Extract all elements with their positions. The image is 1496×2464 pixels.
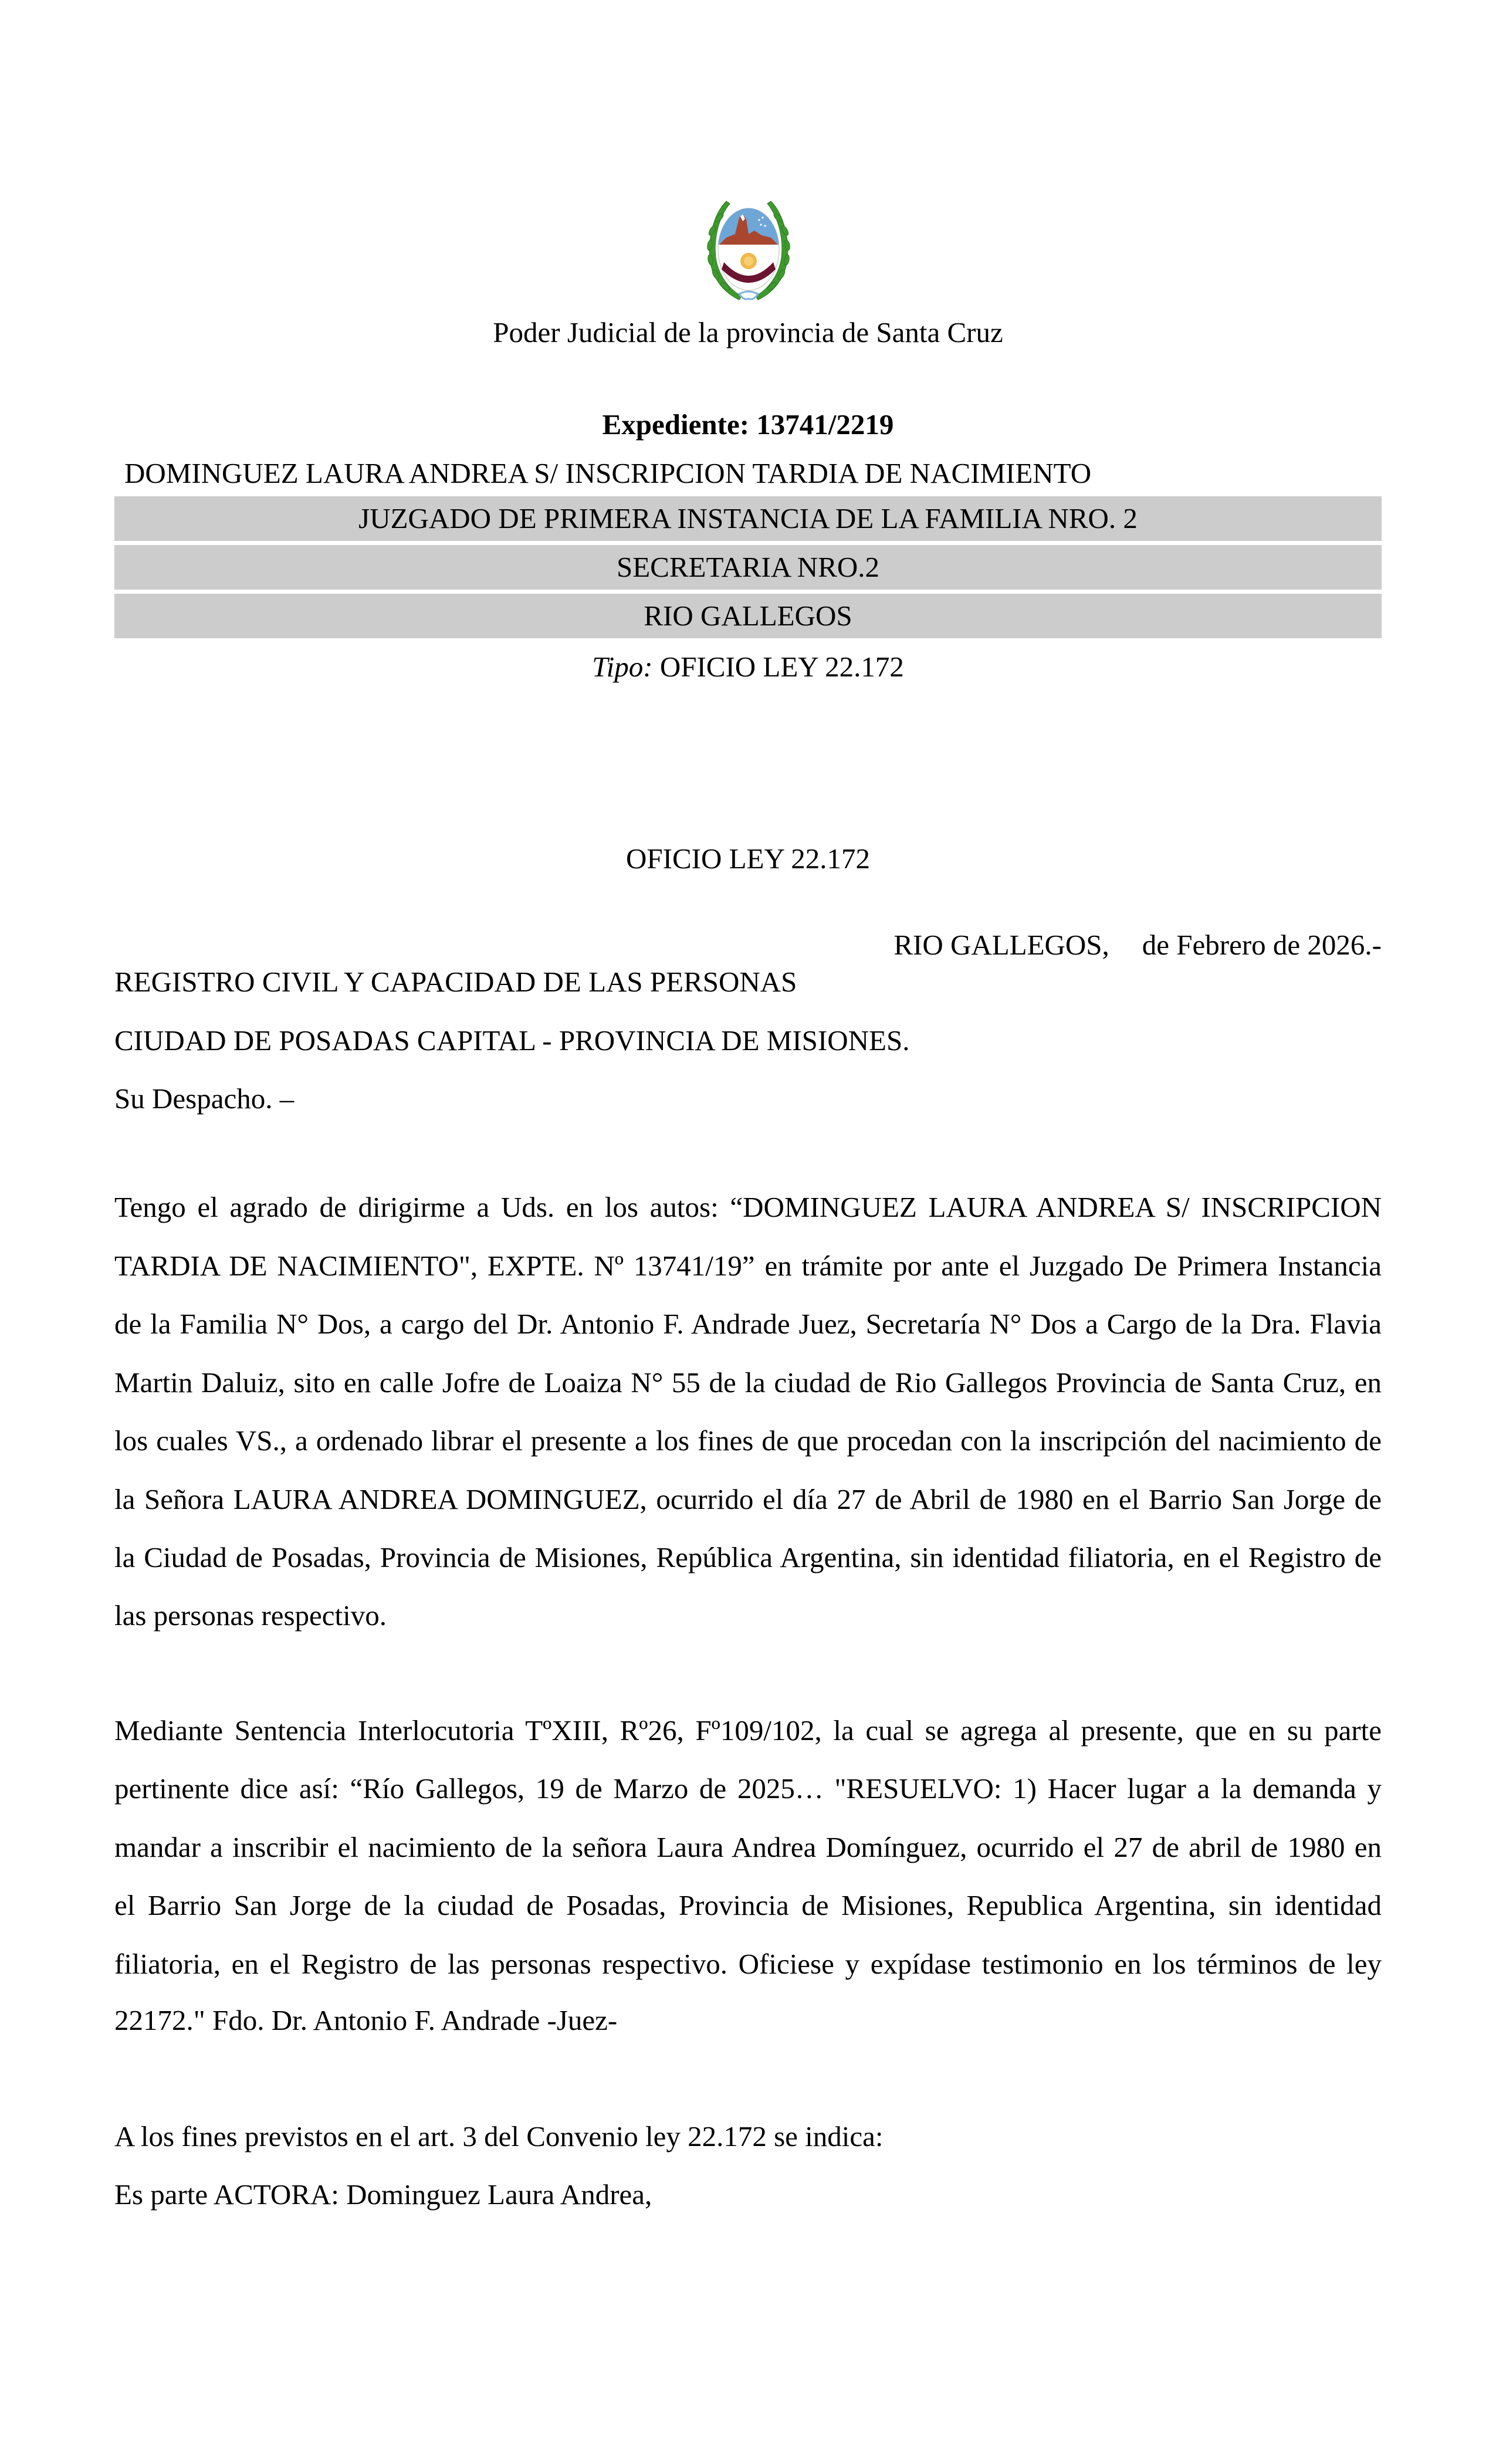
paragraph-line: pertinente dice así: “Río Gallegos, 19 de Marzo de 2025… "RESUELVO: 1) Hacer lugar a la demanda y (114, 1772, 1382, 1805)
paragraph-line: los cuales VS., a ordenado librar el presente a los fines de que procedan con la inscripción del nacimiento de (114, 1424, 1382, 1457)
paragraph-line: las personas respectivo. (114, 1599, 387, 1632)
closing-line: A los fines previstos en el art. 3 del Convenio ley 22.172 se indica: (114, 2120, 884, 2152)
paragraph-line: Martin Daluiz, sito en calle Jofre de Loaiza N° 55 de la ciudad de Rio Gallegos Provincia de Santa Cruz, en (114, 1366, 1382, 1399)
expediente-number: 13741/2219 (756, 408, 894, 441)
city-bar: RIO GALLEGOS (114, 594, 1382, 638)
expediente-label: Expediente: (602, 408, 750, 441)
paragraph-line: la Señora LAURA ANDREA DOMINGUEZ, ocurrido el día 27 de Abril de 1980 en el Barrio San Jorge de (114, 1483, 1382, 1515)
addressee-line: CIUDAD DE POSADAS CAPITAL - PROVINCIA DE MISIONES. (114, 1024, 910, 1057)
paragraph-line: Tengo el agrado de dirigirme a Uds. en los autos: “DOMINGUEZ LAURA ANDREA S/ INSCRIPCION (114, 1191, 1382, 1223)
date-rest: de Febrero de 2026.- (1142, 929, 1382, 961)
document-type (114, 638, 1382, 696)
institution-name: Poder Judicial de la provincia de Santa Cruz (493, 316, 1003, 348)
letter-title: OFICIO LEY 22.172 (625, 842, 871, 875)
paragraph-line: filiatoria, en el Registro de las personas respectivo. Oficiese y expídase testimonio en los términos de ley (114, 1948, 1382, 1980)
addressee-line: REGISTRO CIVIL Y CAPACIDAD DE LAS PERSONAS (114, 966, 797, 998)
date-city: RIO GALLEGOS, (893, 929, 1109, 961)
paragraph-line: 22172." Fdo. Dr. Antonio F. Andrade -Juez- (114, 2004, 618, 2036)
closing-line: Es parte ACTORA: Dominguez Laura Andrea, (114, 2178, 652, 2211)
paragraph-line: el Barrio San Jorge de la ciudad de Posadas, Provincia de Misiones, Republica Argentina, sin identidad (114, 1889, 1382, 1921)
type-label: Tipo: (592, 651, 653, 683)
paragraph-line: de la Familia N° Dos, a cargo del Dr. Antonio F. Andrade Juez, Secretaría N° Dos a Cargo de la Dra. Flavia (114, 1308, 1382, 1340)
addressee-line: Su Despacho. – (114, 1082, 295, 1115)
santa-cruz-coat-of-arms-icon (703, 195, 794, 307)
paragraph-line: Mediante Sentencia Interlocutoria TºXIII, Rº26, Fº109/102, la cual se agrega al presente, que en su parte (114, 1714, 1382, 1747)
court-bar: JUZGADO DE PRIMERA INSTANCIA DE LA FAMILIA NRO. 2 (114, 496, 1382, 541)
secretary-bar: SECRETARIA NRO.2 (114, 545, 1382, 590)
case-title: DOMINGUEZ LAURA ANDREA S/ INSCRIPCION TARDIA DE NACIMIENTO (124, 457, 1092, 489)
paragraph-line: la Ciudad de Posadas, Provincia de Misiones, República Argentina, sin identidad filiatoria, en el Registro de (114, 1541, 1382, 1573)
type-value: OFICIO LEY 22.172 (659, 651, 904, 683)
paragraph-line: TARDIA DE NACIMIENTO", EXPTE. Nº 13741/19” en trámite por ante el Juzgado De Primera Instancia (114, 1250, 1382, 1282)
paragraph-line: mandar a inscribir el nacimiento de la señora Laura Andrea Domínguez, ocurrido el 27 de abril de 1980 en (114, 1831, 1382, 1863)
